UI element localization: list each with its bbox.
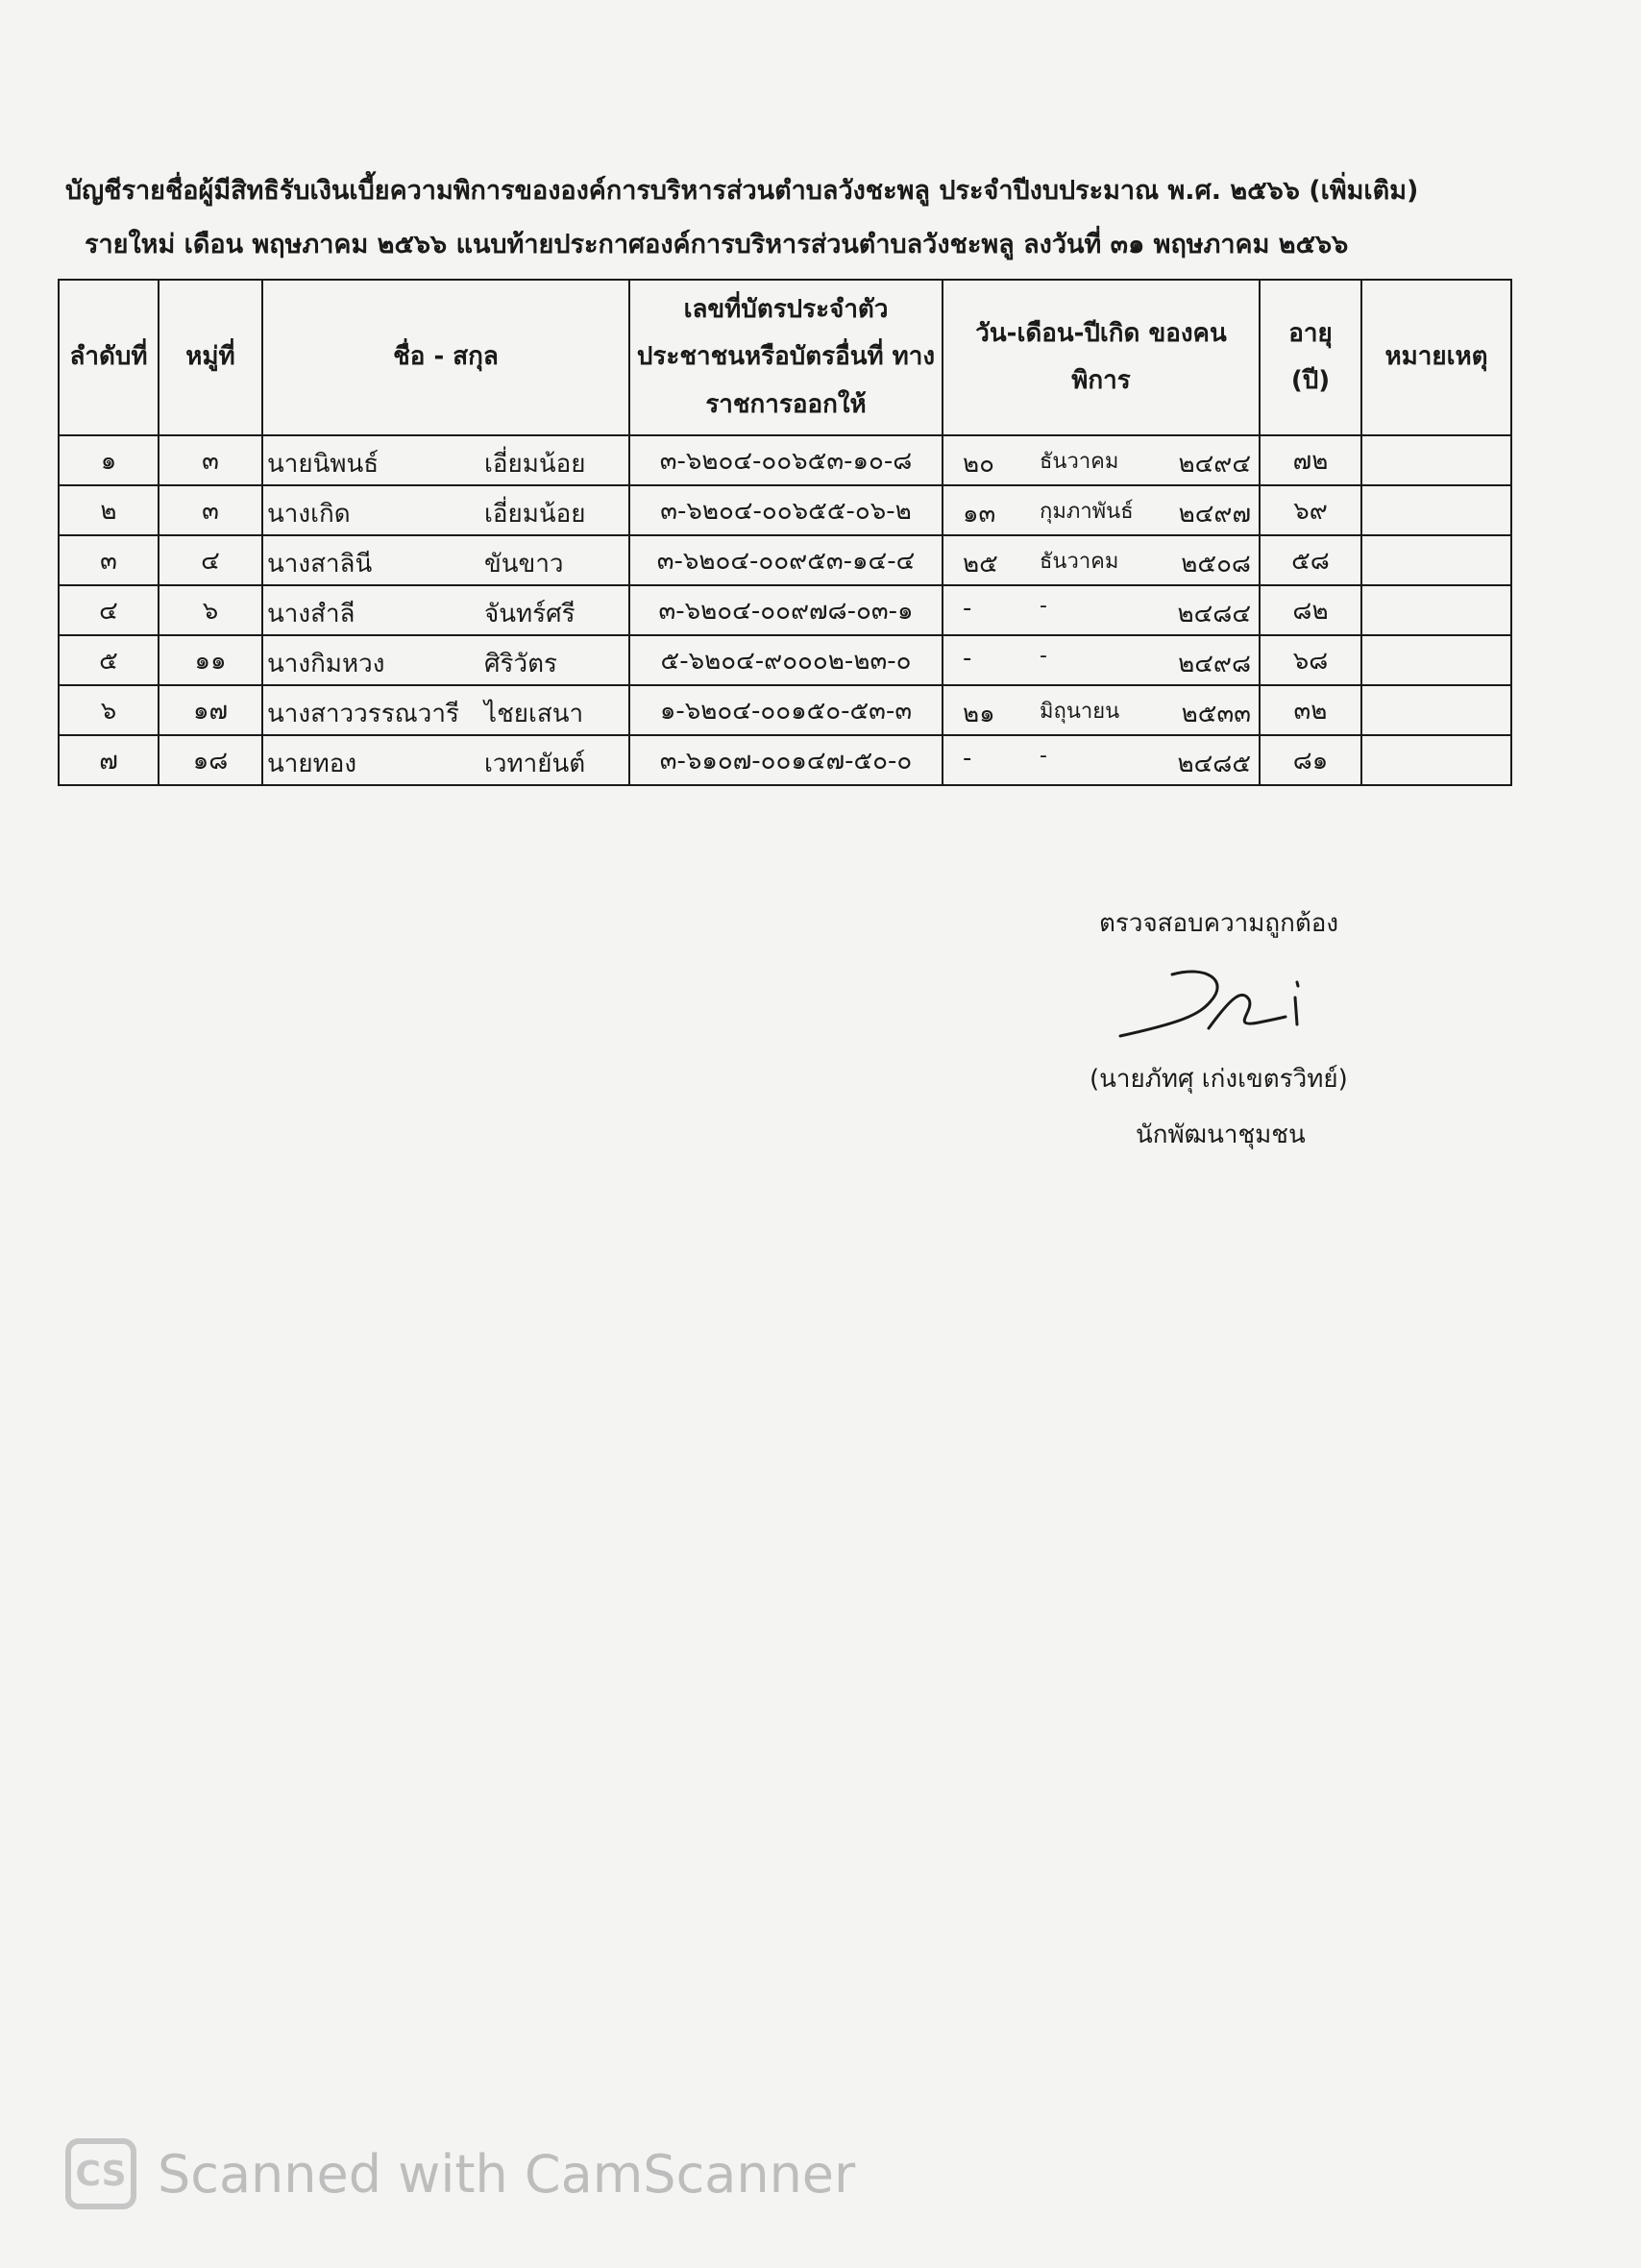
cell-age: ๘๑ xyxy=(1260,735,1361,785)
col-header-id-card: เลขที่บัตรประจำตัว ประชาชนหรือบัตรอื่นที่ ทางราชการออกให้ xyxy=(629,280,943,435)
camscanner-logo-icon: CS xyxy=(65,2138,136,2209)
cell-id-card: ๓-๖๒๐๔-๐๐๖๕๓-๑๐-๘ xyxy=(629,435,943,485)
dob-year: ๒๔๙๗ xyxy=(1178,500,1251,529)
cell-dob xyxy=(943,635,1260,685)
signer-name: (นายภัทศุ เก่งเขตรวิทย์) xyxy=(1090,1065,1348,1094)
cell-name xyxy=(262,735,629,785)
cell-name xyxy=(262,585,629,635)
cell-name xyxy=(262,535,629,585)
table-row xyxy=(59,685,1511,735)
cell-name xyxy=(262,485,629,535)
dob-month: - xyxy=(1040,744,1047,768)
dob-month: ธันวาคม xyxy=(1040,450,1119,474)
cell-dob xyxy=(943,535,1260,585)
cell-age: ๓๒ xyxy=(1260,685,1361,735)
last-name: ไชยเสนา xyxy=(484,700,584,728)
signer-title: นักพัฒนาชุมชน xyxy=(1136,1121,1306,1149)
cell-remark xyxy=(1361,485,1511,535)
cell-village: ๓ xyxy=(159,485,262,535)
document-subtitle: รายใหม่ เดือน พฤษภาคม ๒๕๖๖ แนบท้ายประกาศองค์การบริหารส่วนตำบลวังชะพลู ลงวันที่ ๓๑ พฤษภาคม ๒๕๖๖ xyxy=(85,230,1349,259)
table-row xyxy=(59,585,1511,635)
dob-day: ๒๐ xyxy=(963,450,995,479)
cell-village: ๖ xyxy=(159,585,262,635)
last-name: เอี่ยมน้อย xyxy=(484,500,586,529)
first-name: นายนิพนธ์ xyxy=(267,450,380,479)
cell-no: ๓ xyxy=(59,535,159,585)
cell-remark xyxy=(1361,685,1511,735)
dob-month: กุมภาพันธ์ xyxy=(1040,500,1134,524)
cell-dob xyxy=(943,485,1260,535)
col-header-no: ลำดับที่ xyxy=(59,280,159,435)
cell-dob xyxy=(943,585,1260,635)
cell-village: ๑๑ xyxy=(159,635,262,685)
first-name: นางเกิด xyxy=(267,500,351,529)
signature-image xyxy=(1114,961,1335,1051)
col-header-village: หมู่ที่ xyxy=(159,280,262,435)
last-name: ศิริวัตร xyxy=(484,650,557,678)
last-name: ขันขาว xyxy=(484,550,564,579)
dob-day: - xyxy=(963,644,972,673)
cell-id-card: ๓-๖๒๐๔-๐๐๙๗๘-๐๓-๑ xyxy=(629,585,943,635)
cell-no: ๕ xyxy=(59,635,159,685)
cell-no: ๑ xyxy=(59,435,159,485)
dob-year: ๒๕๐๘ xyxy=(1181,550,1251,579)
verify-label: ตรวจสอบความถูกต้อง xyxy=(1099,909,1339,938)
first-name: นางกิมหวง xyxy=(267,650,385,678)
table-row xyxy=(59,635,1511,685)
dob-year: ๒๕๓๓ xyxy=(1181,700,1251,728)
table-header-row xyxy=(59,280,1511,435)
cell-id-card: ๓-๖๒๐๔-๐๐๙๕๓-๑๔-๔ xyxy=(629,535,943,585)
cell-remark xyxy=(1361,435,1511,485)
cell-name xyxy=(262,685,629,735)
dob-year: ๒๔๙๔ xyxy=(1178,450,1251,479)
cell-id-card: ๓-๖๒๐๔-๐๐๖๕๕-๐๖-๒ xyxy=(629,485,943,535)
cell-age: ๗๒ xyxy=(1260,435,1361,485)
cell-no: ๔ xyxy=(59,585,159,635)
cell-dob xyxy=(943,735,1260,785)
cell-age: ๘๒ xyxy=(1260,585,1361,635)
camscanner-watermark xyxy=(65,2138,855,2209)
document-title: บัญชีรายชื่อผู้มีสิทธิรับเงินเบี้ยความพิการขององค์การบริหารส่วนตำบลวังชะพลู ประจำปีงบประมาณ พ.ศ. ๒๕๖๖ (เพิ่มเติม) xyxy=(65,176,1419,206)
col-header-remark: หมายเหตุ xyxy=(1361,280,1511,435)
dob-year: ๒๔๘๕ xyxy=(1177,750,1251,778)
table-row xyxy=(59,435,1511,485)
cell-id-card: ๓-๖๑๐๗-๐๐๑๔๗-๕๐-๐ xyxy=(629,735,943,785)
cell-remark xyxy=(1361,635,1511,685)
last-name: เอี่ยมน้อย xyxy=(484,450,586,479)
cell-remark xyxy=(1361,585,1511,635)
last-name: เวทายันต์ xyxy=(484,750,586,778)
col-header-name: ชื่อ - สกุล xyxy=(262,280,629,435)
table-row xyxy=(59,535,1511,585)
cell-no: ๒ xyxy=(59,485,159,535)
last-name: จันทร์ศรี xyxy=(484,600,576,629)
first-name: นางสาววรรณวารี xyxy=(267,700,459,728)
cell-age: ๕๘ xyxy=(1260,535,1361,585)
cell-village: ๓ xyxy=(159,435,262,485)
col-header-age: อายุ (ปี) xyxy=(1260,280,1361,435)
dob-day: - xyxy=(963,594,972,623)
dob-month: มิถุนายน xyxy=(1040,700,1120,724)
first-name: นางสาลินี xyxy=(267,550,373,579)
dob-day: - xyxy=(963,744,972,773)
dob-month: - xyxy=(1040,644,1047,668)
dob-day: ๒๕ xyxy=(963,550,998,579)
cell-id-card: ๑-๖๒๐๔-๐๐๑๕๐-๕๓-๓ xyxy=(629,685,943,735)
cell-village: ๑๘ xyxy=(159,735,262,785)
cell-no: ๖ xyxy=(59,685,159,735)
cell-dob xyxy=(943,435,1260,485)
cell-village: ๑๗ xyxy=(159,685,262,735)
cell-name xyxy=(262,435,629,485)
dob-year: ๒๔๙๘ xyxy=(1178,650,1251,678)
cell-village: ๔ xyxy=(159,535,262,585)
cell-name xyxy=(262,635,629,685)
cell-no: ๗ xyxy=(59,735,159,785)
table-row xyxy=(59,485,1511,535)
dob-day: ๑๓ xyxy=(963,500,996,529)
cell-age: ๖๙ xyxy=(1260,485,1361,535)
dob-month: ธันวาคม xyxy=(1040,550,1119,574)
beneficiary-table xyxy=(58,279,1512,786)
dob-day: ๒๑ xyxy=(963,700,995,728)
table-row xyxy=(59,735,1511,785)
col-header-dob: วัน-เดือน-ปีเกิด ของคนพิการ xyxy=(943,280,1260,435)
dob-month: - xyxy=(1040,594,1047,618)
cell-remark xyxy=(1361,535,1511,585)
first-name: นายทอง xyxy=(267,750,357,778)
cell-id-card: ๕-๖๒๐๔-๙๐๐๐๒-๒๓-๐ xyxy=(629,635,943,685)
dob-year: ๒๔๘๔ xyxy=(1177,600,1251,629)
cell-age: ๖๘ xyxy=(1260,635,1361,685)
cell-remark xyxy=(1361,735,1511,785)
watermark-text: Scanned with CamScanner xyxy=(158,2143,856,2205)
cell-dob xyxy=(943,685,1260,735)
first-name: นางสำลี xyxy=(267,600,355,629)
